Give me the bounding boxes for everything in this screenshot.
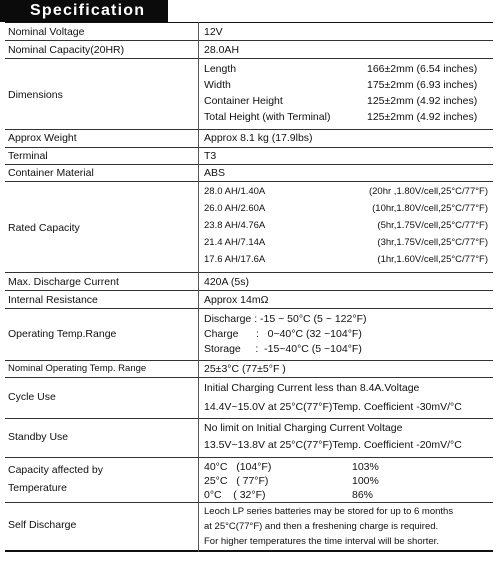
nominal-operating-temp-label: Nominal Operating Temp. Range bbox=[8, 363, 147, 374]
capacity-temp-label: Temperature bbox=[8, 482, 67, 494]
rated-capacity-rate: 21.4 AH/7.14A bbox=[204, 237, 266, 248]
container-material-label: Container Material bbox=[8, 167, 94, 179]
self-discharge-label: Self Discharge bbox=[8, 519, 77, 531]
row-divider bbox=[5, 377, 493, 378]
rated-capacity-condition: (3hr,1.75V/cell,25°C/77°F) bbox=[377, 237, 488, 248]
capacity-temp-pct: 103% bbox=[352, 461, 379, 473]
dimension-name: Container Height bbox=[204, 95, 283, 107]
rated-capacity-condition: (1hr,1.60V/cell,25°C/77°F) bbox=[377, 254, 488, 265]
self-discharge-line: at 25°C(77°F) and then a freshening charge is required. bbox=[204, 521, 439, 532]
capacity-temp-temp: 25°C ( 77°F) bbox=[204, 475, 269, 487]
nominal-capacity-value: 28.0AH bbox=[204, 44, 240, 56]
dimension-value: 125±2mm (4.92 inches) bbox=[367, 95, 478, 107]
dimension-name: Length bbox=[204, 63, 237, 75]
standby-use-line: 13.5V~13.8V at 25°C(77°F)Temp. Coefficient -20mV/°C bbox=[204, 439, 462, 451]
row-divider bbox=[5, 502, 493, 503]
cycle-use-line: Initial Charging Current less than 8.4A.Voltage bbox=[204, 382, 420, 394]
dimensions-label: Dimensions bbox=[8, 89, 63, 101]
approx-weight-value: Approx 8.1 kg (17.9lbs) bbox=[204, 132, 313, 144]
standby-use-label: Standby Use bbox=[8, 431, 69, 443]
row-divider bbox=[5, 22, 493, 23]
capacity-temp-label: Capacity affected by bbox=[8, 464, 103, 476]
dimension-name: Width bbox=[204, 79, 231, 91]
row-divider bbox=[5, 290, 493, 291]
capacity-temp-temp: 40°C (104°F) bbox=[204, 461, 272, 473]
capacity-temp-temp: 0°C ( 32°F) bbox=[204, 489, 266, 501]
max-discharge-value: 420A (5s) bbox=[204, 276, 249, 288]
rated-capacity-rate: 17.6 AH/17.6A bbox=[204, 254, 266, 265]
row-divider bbox=[5, 147, 493, 148]
dimension-value: 175±2mm (6.93 inches) bbox=[367, 79, 478, 91]
rated-capacity-condition: (5hr,1.75V/cell,25°C/77°F) bbox=[377, 220, 488, 231]
row-divider bbox=[5, 418, 493, 419]
approx-weight-label: Approx Weight bbox=[8, 132, 77, 144]
capacity-temp-pct: 100% bbox=[352, 475, 379, 487]
rated-capacity-rate: 28.0 AH/1.40A bbox=[204, 186, 266, 197]
row-divider bbox=[5, 129, 493, 130]
row-divider bbox=[5, 272, 493, 273]
spec-title: Specification bbox=[0, 0, 168, 22]
standby-use-line: No limit on Initial Charging Current Voltage bbox=[204, 422, 403, 434]
self-discharge-line: For higher temperatures the time interval will be shorter. bbox=[204, 536, 439, 547]
nominal-voltage-label: Nominal Voltage bbox=[8, 26, 85, 38]
table-bottom-border bbox=[5, 550, 493, 552]
row-divider bbox=[5, 58, 493, 59]
rated-capacity-condition: (20hr ,1.80V/cell,25°C/77°F) bbox=[368, 186, 488, 197]
nominal-capacity-label: Nominal Capacity(20HR) bbox=[8, 44, 125, 56]
rated-capacity-rate: 23.8 AH/4.76A bbox=[204, 220, 266, 231]
terminal-label: Terminal bbox=[8, 150, 48, 162]
row-divider bbox=[5, 360, 493, 361]
container-material-value: ABS bbox=[204, 167, 226, 179]
rated-capacity-rate: 26.0 AH/2.60A bbox=[204, 203, 266, 214]
operating-temp-line: Charge : 0~40°C (32 ~104°F) bbox=[204, 328, 362, 340]
operating-temp-line: Discharge : -15 ~ 50°C (5 ~ 122°F) bbox=[204, 313, 367, 325]
internal-resistance-value: Approx 14mΩ bbox=[204, 294, 269, 306]
operating-temp-label: Operating Temp.Range bbox=[8, 328, 117, 340]
cycle-use-line: 14.4V~15.0V at 25°C(77°F)Temp. Coefficient -30mV/°C bbox=[204, 401, 462, 413]
operating-temp-line: Storage : -15~40°C (5 ~104°F) bbox=[204, 343, 362, 355]
terminal-value: T3 bbox=[204, 150, 217, 162]
max-discharge-label: Max. Discharge Current bbox=[8, 276, 119, 288]
row-divider bbox=[5, 164, 493, 165]
row-divider bbox=[5, 40, 493, 41]
nominal-voltage-value: 12V bbox=[204, 26, 223, 38]
rated-capacity-label: Rated Capacity bbox=[8, 222, 80, 234]
rated-capacity-condition: (10hr,1.80V/cell,25°C/77°F) bbox=[372, 203, 488, 214]
internal-resistance-label: Internal Resistance bbox=[8, 294, 98, 306]
dimension-value: 125±2mm (4.92 inches) bbox=[367, 111, 478, 123]
column-divider bbox=[198, 22, 199, 552]
dimension-name: Total Height (with Terminal) bbox=[204, 111, 331, 123]
self-discharge-line: Leoch LP series batteries may be stored for up to 6 months bbox=[204, 506, 454, 517]
row-divider bbox=[5, 457, 493, 458]
cycle-use-label: Cycle Use bbox=[8, 391, 56, 403]
capacity-temp-pct: 86% bbox=[352, 489, 374, 501]
row-divider bbox=[5, 181, 493, 182]
nominal-operating-temp-value: 25±3°C (77±5°F ) bbox=[204, 363, 286, 375]
row-divider bbox=[5, 308, 493, 309]
dimension-value: 166±2mm (6.54 inches) bbox=[367, 63, 478, 75]
